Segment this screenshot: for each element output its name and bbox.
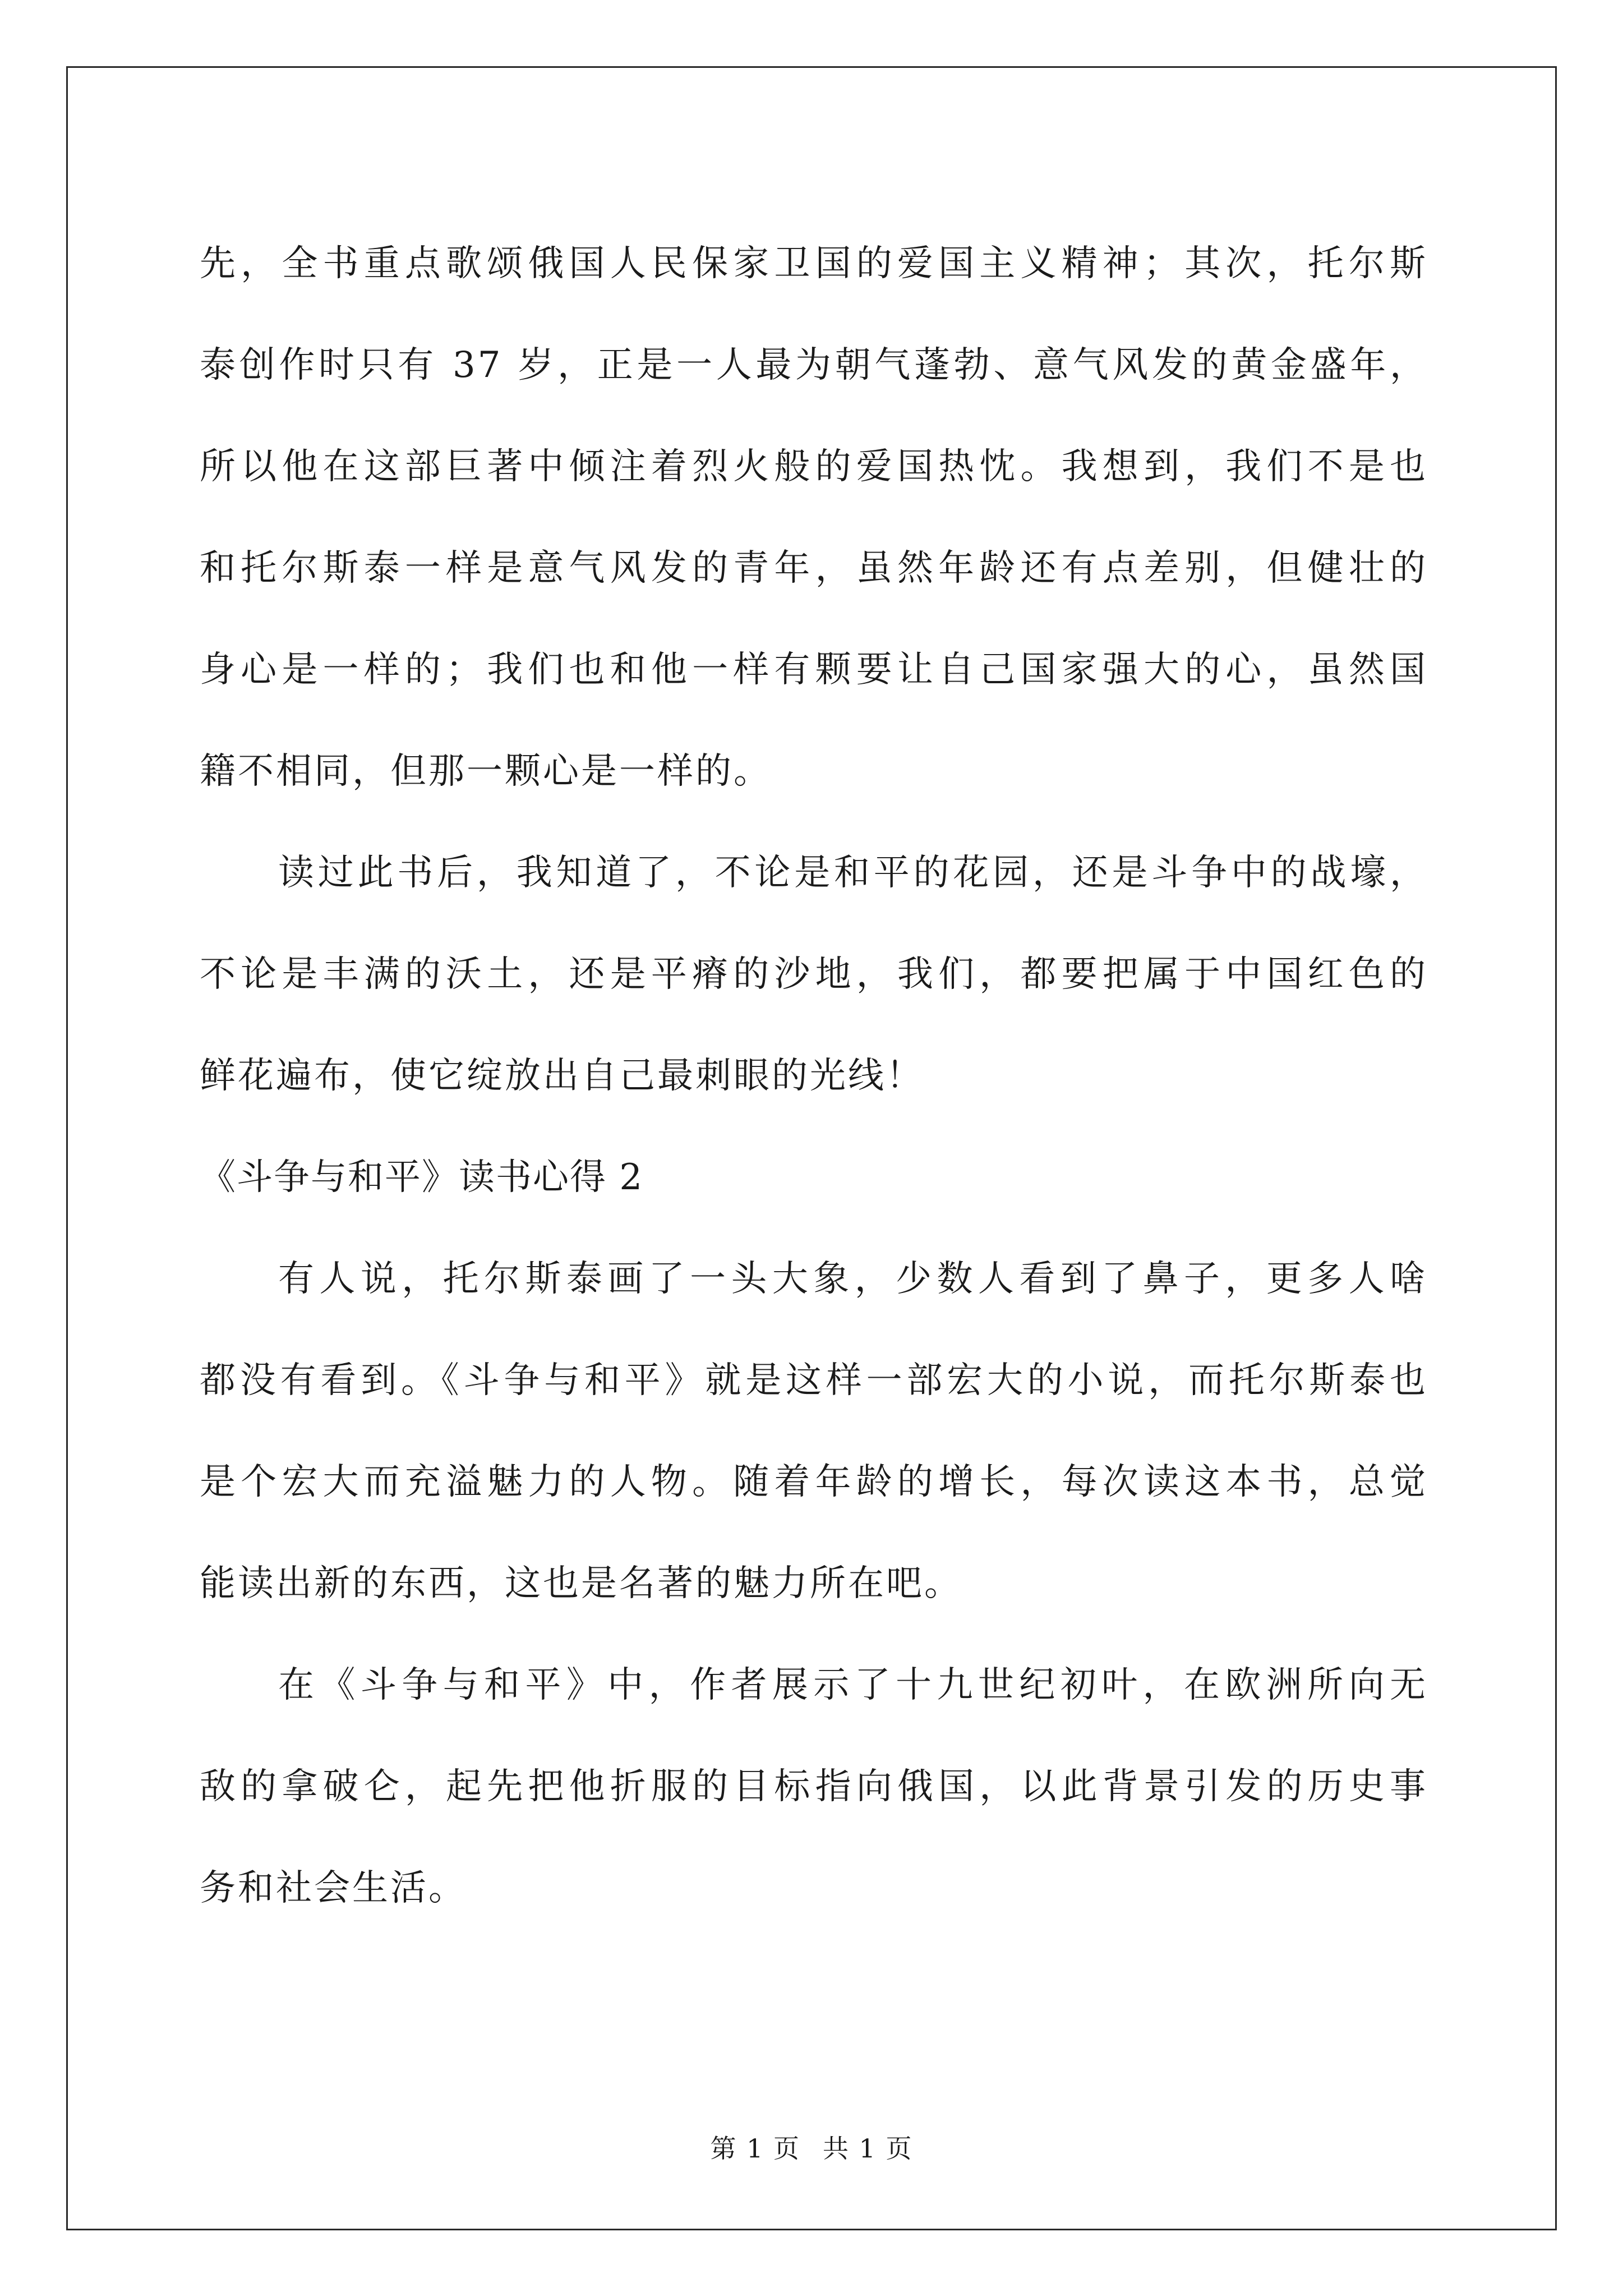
text-line-8: 不论是丰满的沃土，还是平瘠的沙地，我们，都要把属于中国红色的 [200, 954, 1428, 995]
text-line-3: 所以他在这部巨著中倾注着烈火般的爱国热忱。我想到，我们不是也 [200, 446, 1428, 487]
text-line-2: 泰创作时只有 37 岁，正是一人最为朝气蓬勃、意气风发的黄金盛年， [200, 344, 1428, 386]
text-line-14: 能读出新的东西，这也是名著的魅力所在吧。 [200, 1563, 962, 1604]
text-line-15: 在《斗争与和平》中，作者展示了十九世纪初叶，在欧洲所向无 [278, 1664, 1428, 1706]
text-line-9: 鲜花遍布，使它绽放出自己最刺眼的光线！ [200, 1055, 924, 1097]
text-line-12: 都没有看到。《斗争与和平》就是这样一部宏大的小说，而托尔斯泰也 [200, 1360, 1428, 1401]
page-number: 第 1 页 [710, 2133, 800, 2164]
text-line-5: 身心是一样的；我们也和他一样有颗要让自己国家强大的心，虽然国 [200, 649, 1428, 691]
page-footer [0, 2132, 1623, 2165]
text-line-1: 先，全书重点歌颂俄国人民保家卫国的爱国主义精神；其次，托尔斯 [200, 243, 1428, 284]
text-line-16: 敌的拿破仑，起先把他折服的目标指向俄国，以此背景引发的历史事 [200, 1766, 1428, 1807]
text-line-13: 是个宏大而充溢魅力的人物。随着年龄的增长，每次读这本书，总觉 [200, 1461, 1428, 1503]
document-body [200, 213, 1428, 1939]
section-heading: 《斗争与和平》读书心得 2 [200, 1157, 644, 1198]
text-line-11: 有人说，托尔斯泰画了一头大象，少数人看到了鼻子，更多人啥 [278, 1258, 1428, 1300]
text-line-17: 务和社会生活。 [200, 1867, 467, 1909]
text-line-4: 和托尔斯泰一样是意气风发的青年，虽然年龄还有点差别，但健壮的 [200, 547, 1428, 589]
text-line-7: 读过此书后，我知道了，不论是和平的花园，还是斗争中的战壕， [278, 852, 1428, 894]
text-line-6: 籍不相同，但那一颗心是一样的。 [200, 751, 772, 792]
page-total: 共 1 页 [823, 2133, 913, 2164]
